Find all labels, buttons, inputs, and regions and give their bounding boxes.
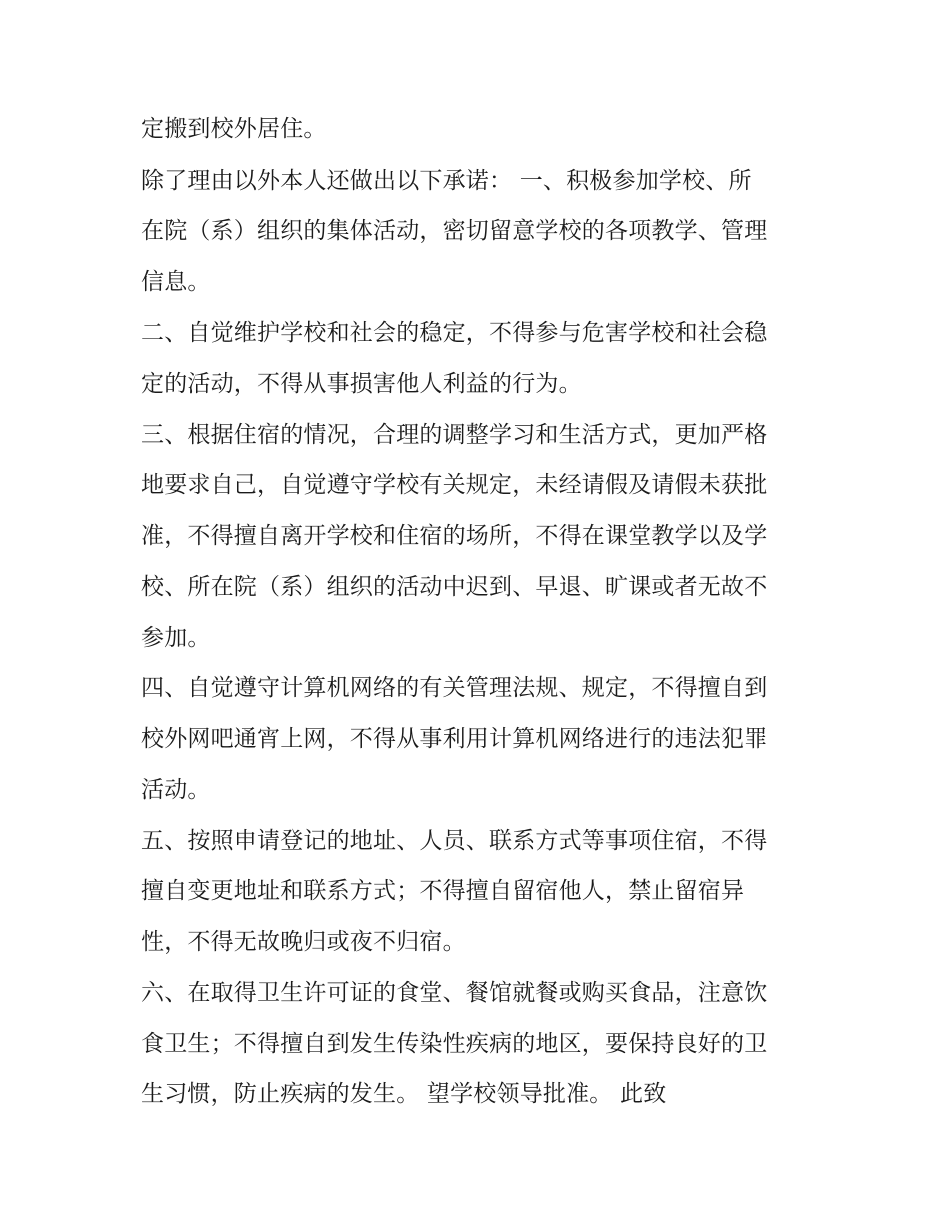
text-line: 生习惯，防止疾病的发生。 望学校领导批准。 此致: [141, 1081, 667, 1107]
text-line: 五、按照申请登记的地址、人员、联系方式等事项住宿，不得: [141, 828, 768, 854]
text-line: 四、自觉遵守计算机网络的有关管理法规、规定，不得擅自到: [141, 675, 768, 701]
text-line: 除了理由以外本人还做出以下承诺： 一、积极参加学校、所: [141, 168, 752, 194]
text-line: 定的活动，不得从事损害他人利益的行为。: [141, 371, 582, 397]
text-line: 食卫生；不得擅自到发生传染性疾病的地区，要保持良好的卫: [141, 1031, 768, 1057]
text-line: 在院（系）组织的集体活动，密切留意学校的各项教学、管理: [141, 218, 768, 244]
text-line: 性，不得无故晚归或夜不归宿。: [141, 929, 466, 955]
text-line: 活动。: [141, 777, 211, 803]
text-line: 信息。: [141, 269, 211, 295]
text-line: 三、根据住宿的情况，合理的调整学习和生活方式，更加严格: [141, 422, 768, 448]
text-line: 二、自觉维护学校和社会的稳定，不得参与危害学校和社会稳: [141, 320, 768, 346]
text-line: 校外网吧通宵上网，不得从事利用计算机网络进行的违法犯罪: [141, 726, 768, 752]
text-line: 地要求自己，自觉遵守学校有关规定，未经请假及请假未获批: [141, 472, 768, 498]
text-line: 准，不得擅自离开学校和住宿的场所，不得在课堂教学以及学: [141, 523, 768, 549]
text-line: 擅自变更地址和联系方式；不得擅自留宿他人，禁止留宿异: [141, 878, 745, 904]
text-line: 定搬到校外居住。: [141, 116, 327, 142]
text-line: 六、在取得卫生许可证的食堂、餐馆就餐或购买食品，注意饮: [141, 980, 768, 1006]
text-line: 校、所在院（系）组织的活动中迟到、早退、旷课或者无故不: [141, 574, 768, 600]
text-line: 参加。: [141, 625, 211, 651]
